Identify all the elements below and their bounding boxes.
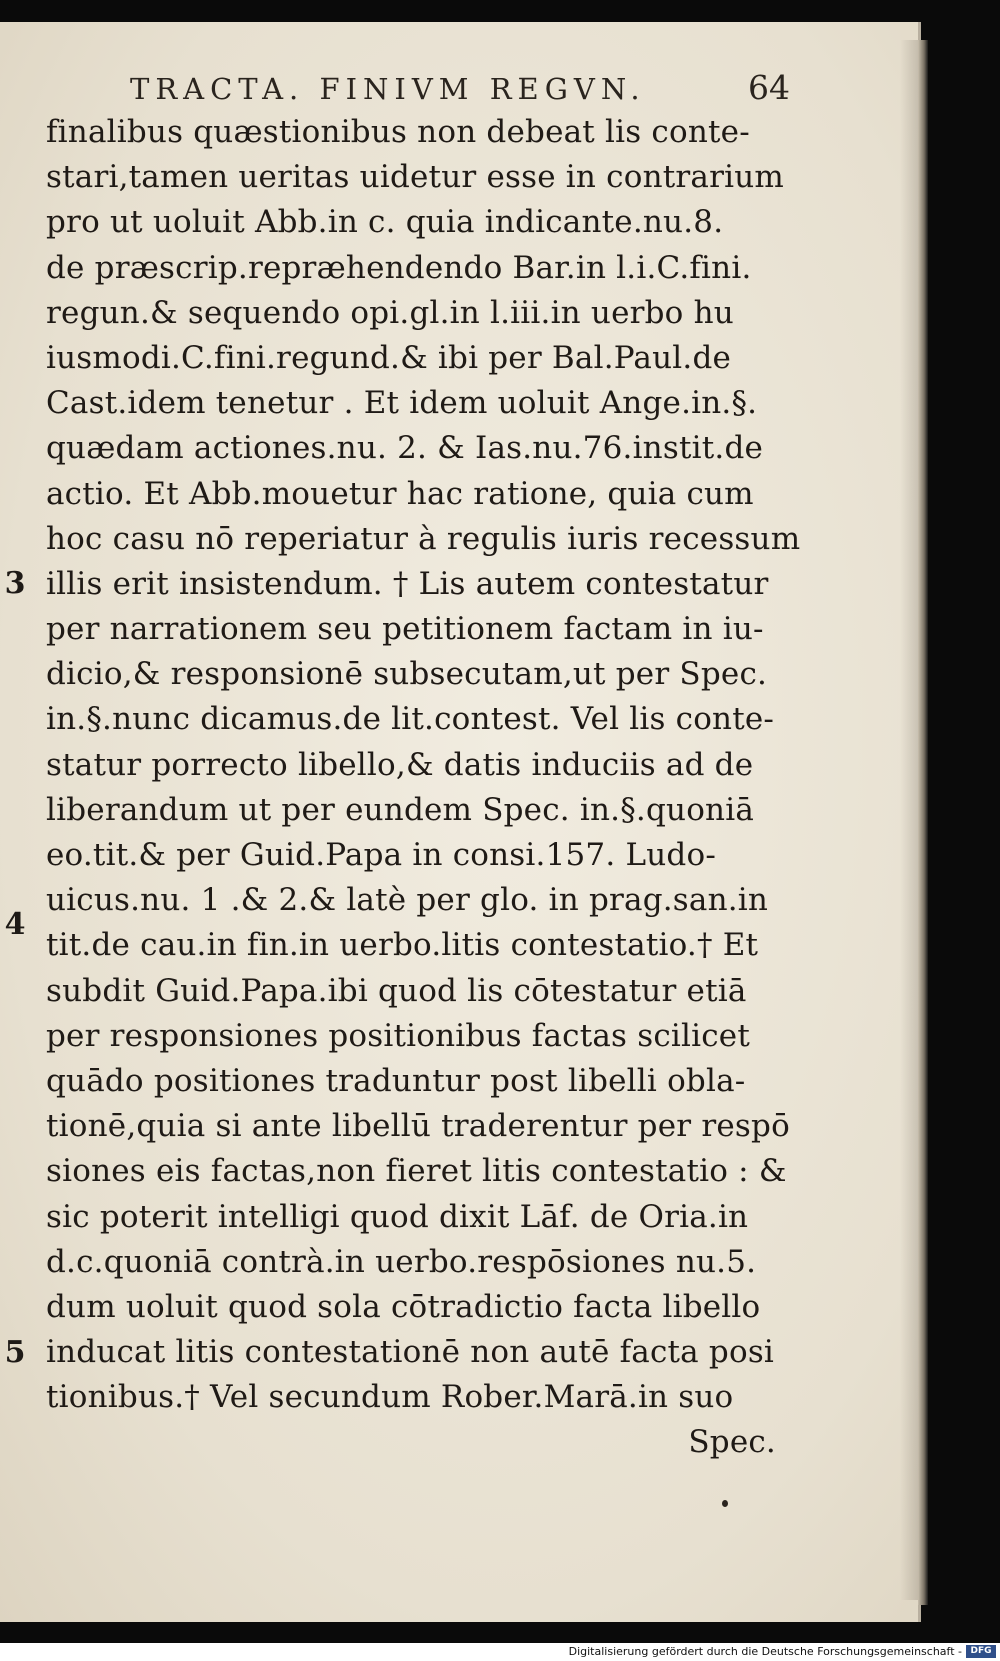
text-line: stari,tamen ueritas uidetur esse in contrarium: [46, 159, 784, 196]
text-line: subdit Guid.Papa.ibi quod lis cōtestatur etiā: [46, 972, 747, 1009]
text-line: illis erit insistendum. † Lis autem contestatur: [46, 565, 769, 602]
body-text: [46, 110, 801, 1466]
margin-note-number: 3: [4, 566, 26, 601]
text-line: d.c.quoniā contrà.in uerbo.respōsiones nu.5.: [46, 1243, 757, 1280]
text-line: iusmodi.C.fini.regund.& ibi per Bal.Paul.de: [46, 339, 732, 376]
page-gutter-shadow: [900, 40, 918, 1600]
text-line: per narrationem seu petitionem factam in iu-: [46, 611, 764, 648]
margin-note-number: 5: [4, 1335, 26, 1370]
text-line: tionē,quia si ante libellū traderentur per respō: [46, 1108, 790, 1145]
dfg-logo: DFG: [966, 1645, 996, 1658]
margin-note-number: 4: [4, 907, 26, 942]
text-line: finalibus quæstionibus non debeat lis conte-: [46, 114, 750, 150]
text-line: eo.tit.& per Guid.Papa in consi.157. Ludo-: [46, 837, 716, 873]
text-line: pro ut uoluit Abb.in c. quia indicante.nu.8.: [46, 204, 724, 241]
page-number: 64: [748, 68, 790, 107]
text-line: per responsiones positionibus factas scilicet: [46, 1017, 750, 1054]
text-line: tionibus.† Vel secundum Rober.Marā.in suo: [46, 1379, 734, 1416]
page-header: [130, 68, 790, 116]
text-line: hoc casu nō reperiatur à regulis iuris recessum: [46, 520, 801, 557]
text-line: quādo positiones traduntur post libelli obla-: [46, 1062, 746, 1099]
text-line: de præscrip.repræhendendo Bar.in l.i.C.fini.: [46, 249, 752, 286]
text-line: statur porrecto libello,& datis induciis ad de: [46, 746, 754, 783]
text-line: inducat litis contestationē non autē facta posi: [46, 1334, 775, 1371]
text-line: uicus.nu. 1 .& 2.& latè per glo. in prag.san.in: [46, 882, 769, 919]
catchword: Spec.: [688, 1424, 776, 1461]
text-line: sic poterit intelligi quod dixit Lāf. de Oria.in: [46, 1198, 749, 1235]
text-line: tit.de cau.in fin.in uerbo.litis contestatio.† Et: [46, 927, 759, 964]
running-head: TRACTA. FINIVM REGVN.: [130, 72, 646, 106]
ink-speck: [722, 1500, 728, 1507]
text-line: regun.& sequendo opi.gl.in l.iii.in uerbo hu: [46, 294, 734, 331]
text-line: dicio,& responsionē subsecutam,ut per Spec.: [46, 656, 768, 693]
text-line: liberandum ut per eundem Spec. in.§.quoniā: [46, 791, 755, 828]
text-line: actio. Et Abb.mouetur hac ratione, quia cum: [46, 475, 754, 512]
text-line: dum uoluit quod sola cōtradictio facta libello: [46, 1288, 761, 1325]
text-line: quædam actiones.nu. 2. & Ias.nu.76.instit.de: [46, 430, 764, 467]
digitization-credit: Digitalisierung gefördert durch die Deutsche Forschungsgemeinschaft -: [568, 1645, 962, 1658]
text-line: siones eis factas,non fieret litis contestatio : &: [46, 1153, 787, 1190]
text-line: Cast.idem tenetur . Et idem uoluit Ange.in.§.: [46, 385, 758, 422]
page-edge: [918, 40, 928, 1605]
text-line: in.§.nunc dicamus.de lit.contest. Vel lis conte-: [46, 701, 775, 738]
